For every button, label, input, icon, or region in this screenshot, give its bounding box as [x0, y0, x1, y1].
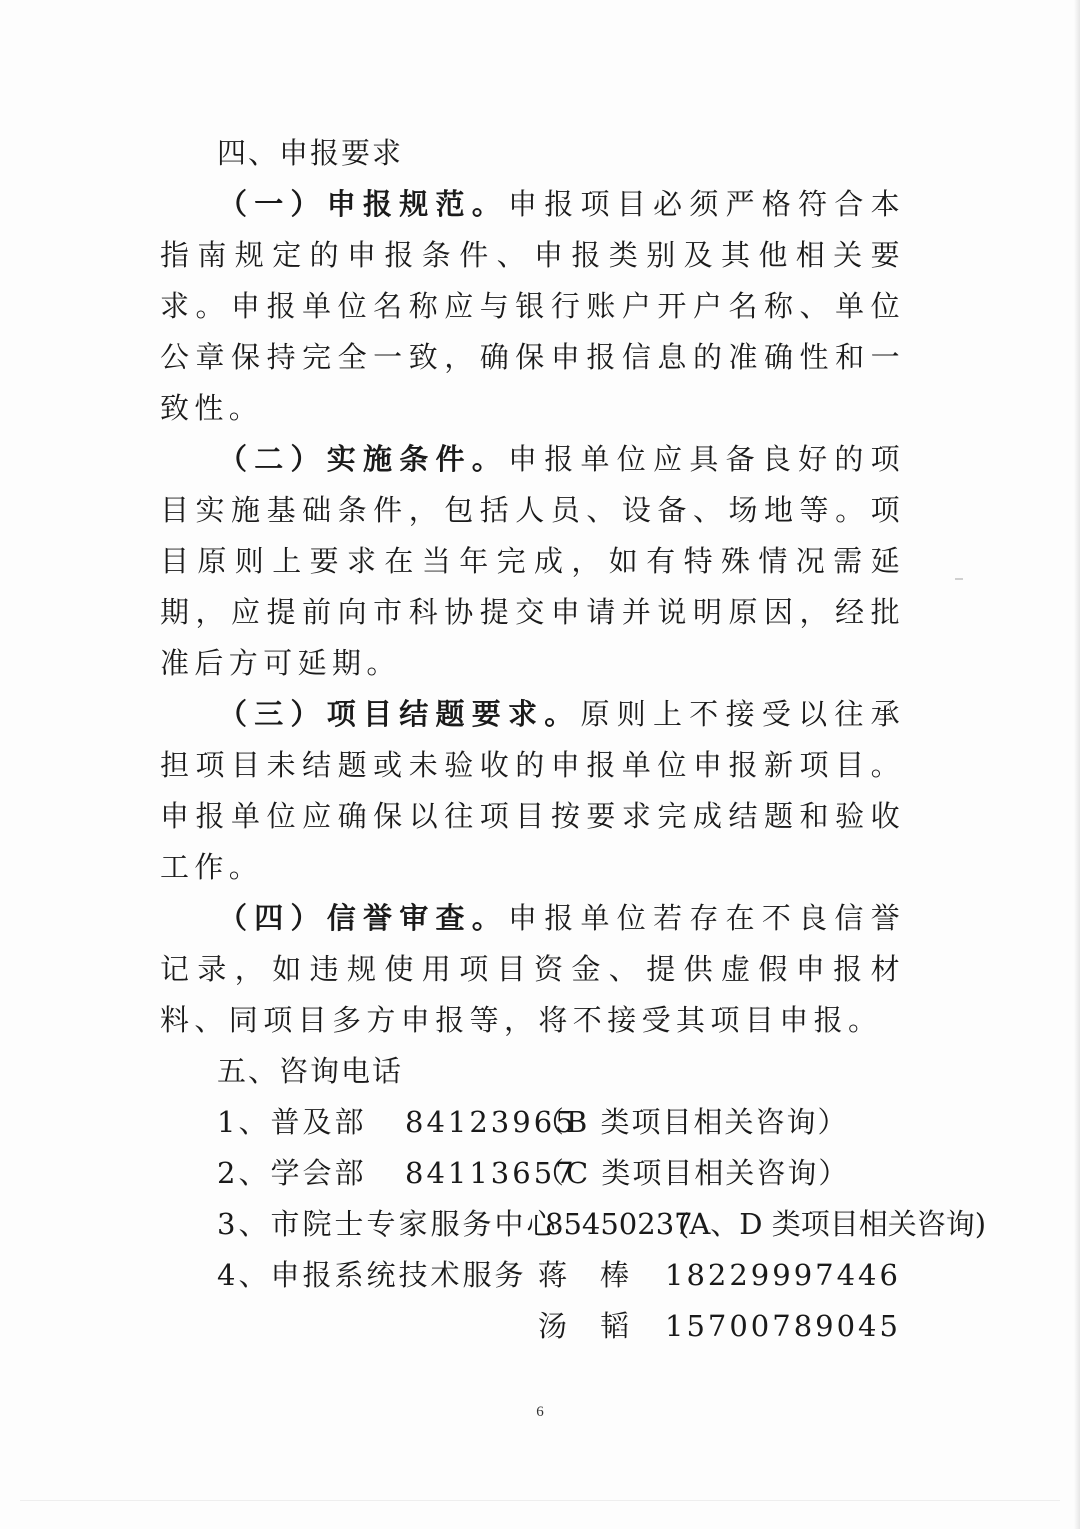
requirement-text-2: 申报单位应具备良好的项目实施基础条件，包括人员、设备、场地等。项目原则上要求在当年完成，如有特殊情况需延期，应提前向市科协提交申请并说明原因，经批准后方可延期。: [160, 442, 905, 680]
section-heading-contacts: 五、咨询电话: [217, 1054, 404, 1088]
requirement-paragraph-4: [160, 893, 905, 1046]
requirement-text-1: 申报项目必须严格符合本指南规定的申报条件、申报类别及其他相关要求。申报单位名称应与银行账户开户名称、单位公章保持完全一致，确保申报信息的准确性和一致性。: [160, 187, 905, 425]
requirement-label-1: （一）申报规范。: [218, 187, 509, 221]
requirement-paragraph-3: [160, 689, 905, 893]
contact-phone: 18229997446: [665, 1258, 901, 1292]
requirement-label-2: （二）实施条件。: [218, 442, 509, 476]
contact-person: 汤 韬: [538, 1309, 632, 1343]
contact-name: 3、市院士专家服务中心: [217, 1207, 559, 1241]
contact-note: (A、D 类项目相关咨询): [678, 1207, 987, 1241]
contact-phone: 15700789045: [665, 1309, 901, 1343]
contact-row: [160, 1250, 905, 1301]
scan-artifact: [955, 578, 963, 580]
contact-note: （B 类项目相关咨询）: [535, 1105, 849, 1139]
page-number: 6: [536, 1404, 544, 1420]
contact-person: 蒋 棒: [538, 1258, 632, 1292]
contact-name: 4、申报系统技术服务: [217, 1258, 527, 1292]
page-edge-shadow: [1074, 0, 1080, 1529]
contact-row: [160, 1097, 905, 1148]
contact-row: [160, 1301, 905, 1352]
contact-name: 2、学会部: [217, 1156, 367, 1190]
contact-name: 1、普及部: [217, 1105, 367, 1139]
contact-phone: 84113657: [405, 1156, 577, 1190]
requirement-text-4: 申报单位若存在不良信誉记录，如违规使用项目资金、提供虚假申报材料、同项目多方申报等，将不接受其项目申报。: [160, 901, 905, 1037]
section-heading-requirements: 四、申报要求: [217, 136, 404, 170]
requirement-paragraph-2: [160, 434, 905, 689]
contact-row: [160, 1199, 987, 1250]
contact-phone: 84123965: [405, 1105, 577, 1139]
requirement-text-3: 原则上不接受以往承担项目未结题或未验收的申报单位申报新项目。申报单位应确保以往项目按要求完成结题和验收工作。: [160, 697, 905, 884]
scan-artifact: [20, 1500, 1060, 1501]
contact-note: （C 类项目相关咨询）: [535, 1156, 850, 1190]
requirement-label-4: （四）信誉审查。: [218, 901, 509, 935]
requirement-label-3: （三）项目结题要求。: [218, 697, 581, 731]
contact-row: [160, 1148, 905, 1199]
document-body: [160, 128, 987, 1352]
requirement-paragraph-1: [160, 179, 905, 434]
contact-phone: 85450237: [545, 1207, 693, 1241]
